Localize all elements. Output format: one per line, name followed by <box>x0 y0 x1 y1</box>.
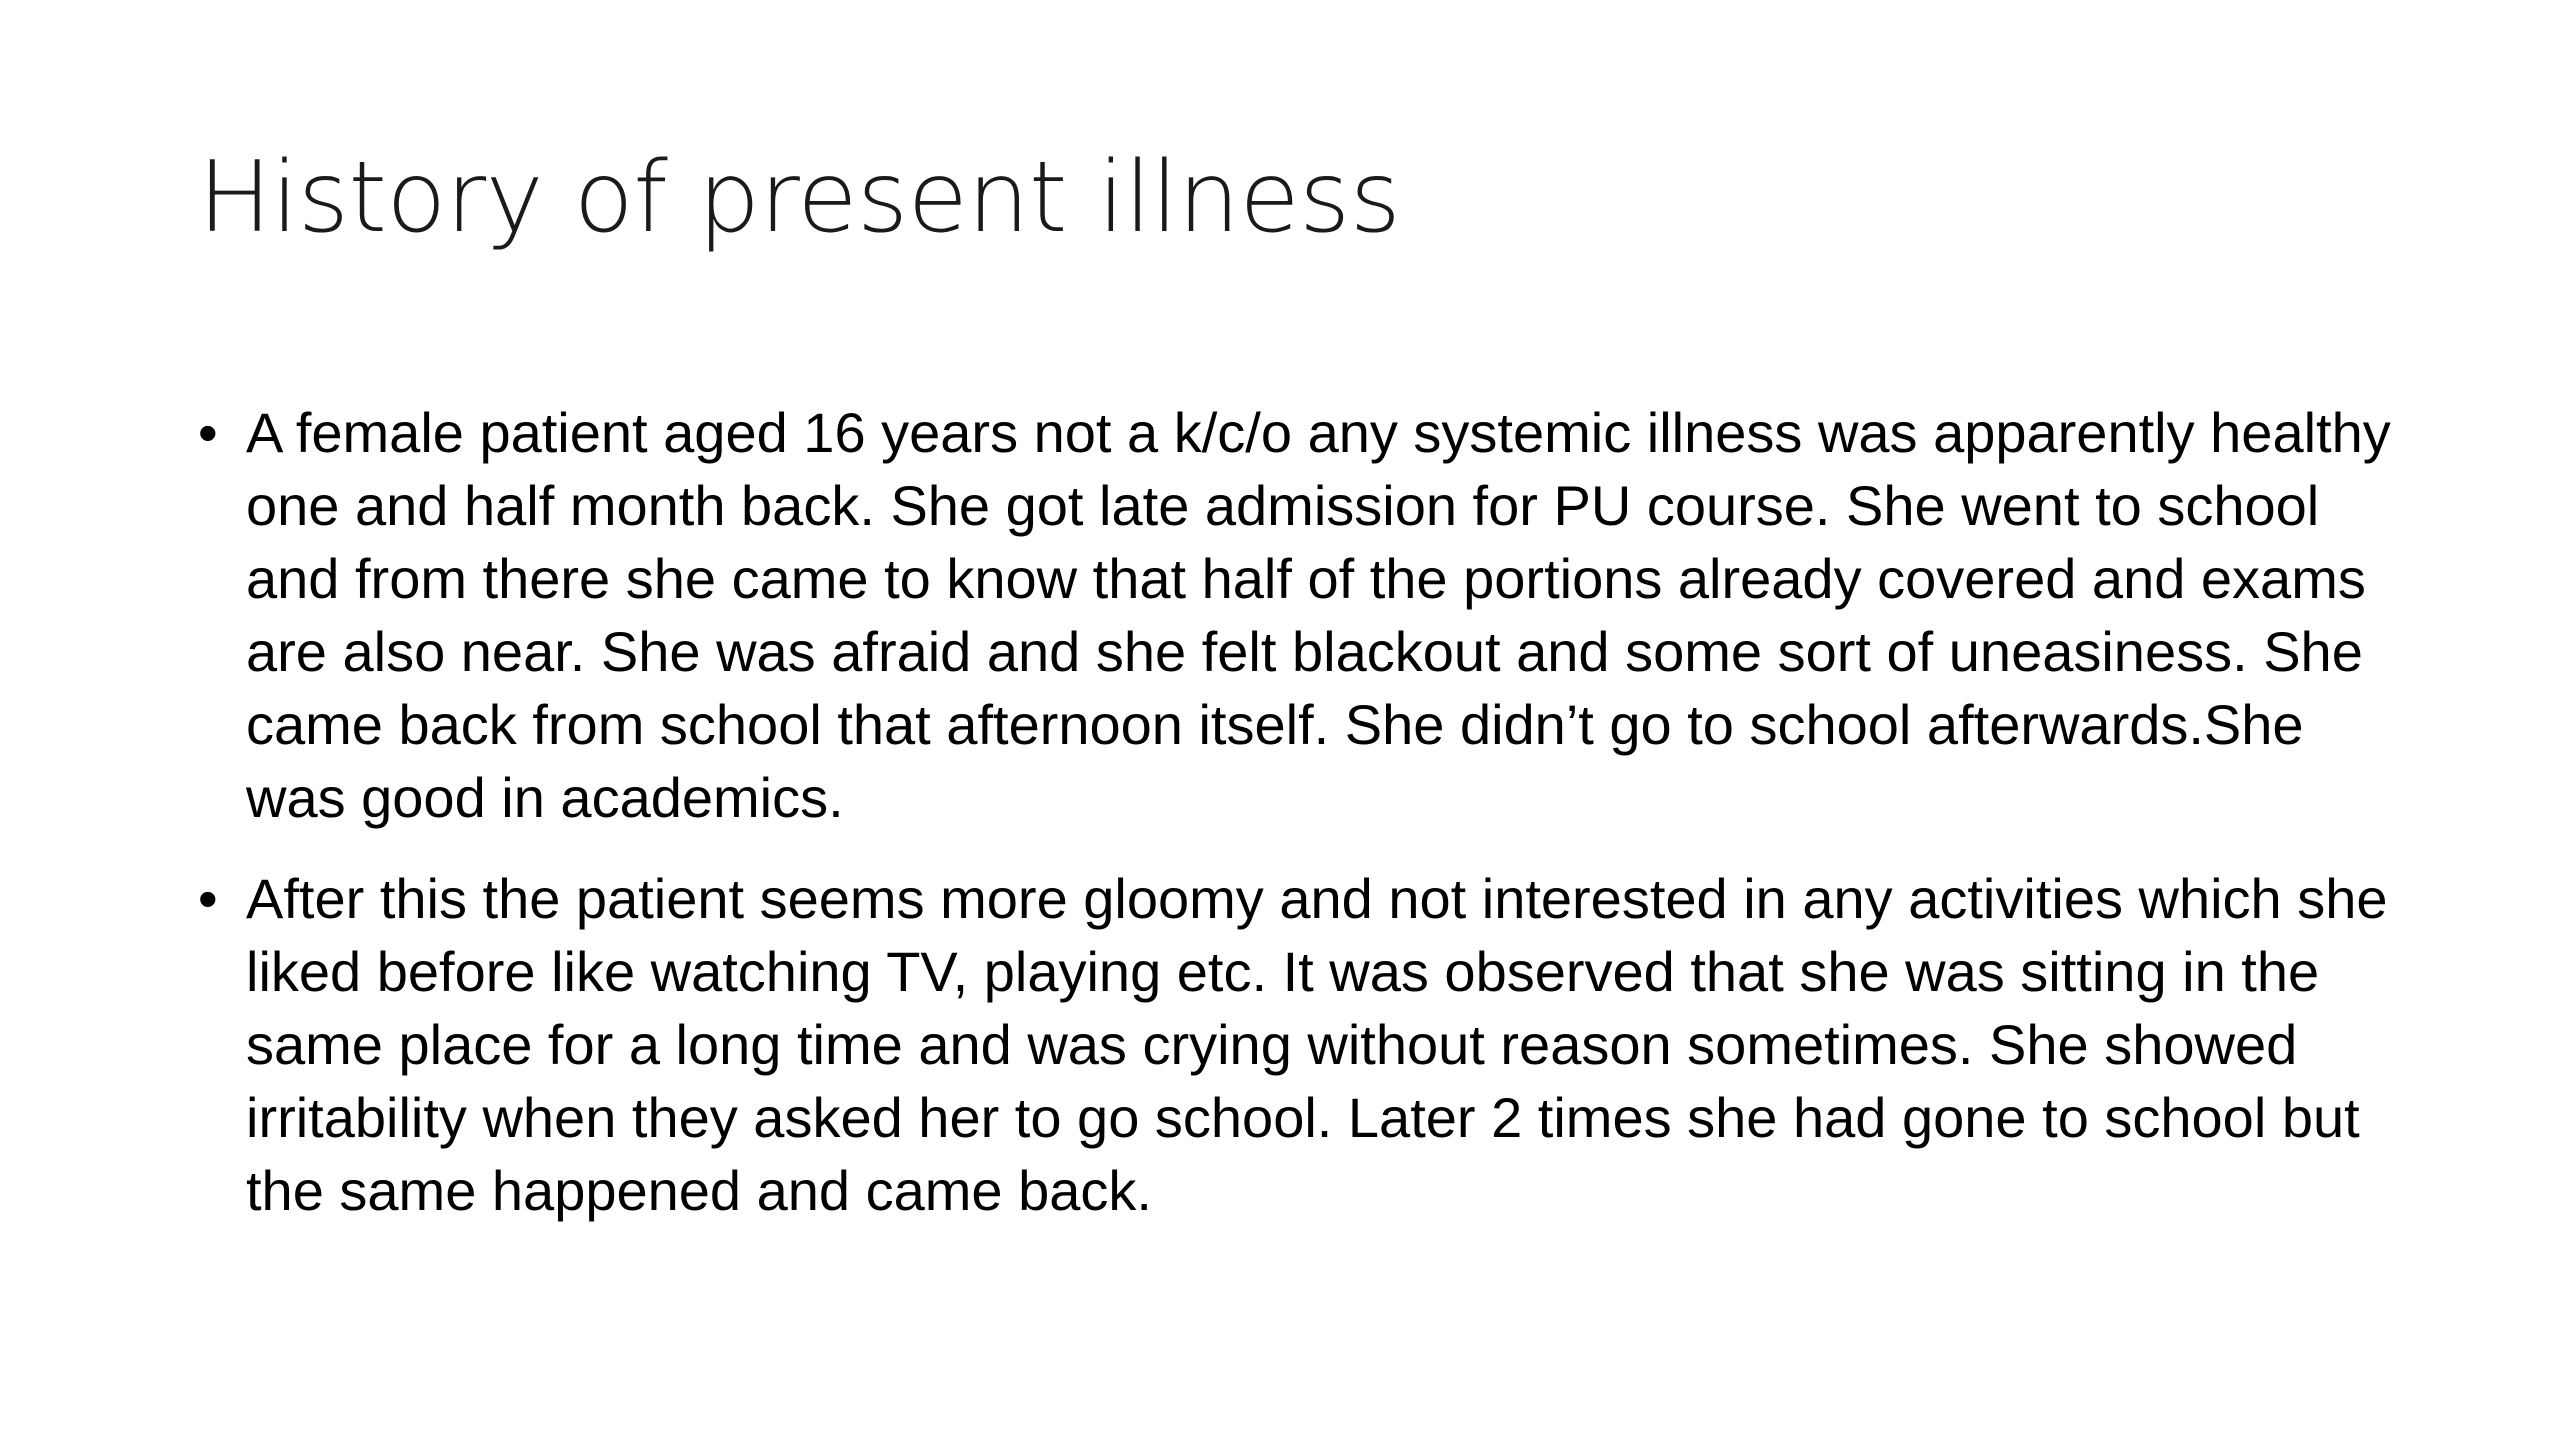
bullet-dot-icon: • <box>198 867 218 930</box>
bullet-text: After this the patient seems more gloomy and not interested in any activities which she liked before like watching TV, playing etc. It was observed that she was sitting in the same place for a long time and was crying without reason sometimes. She showed irritability when they asked her to go school. Later 2 times she had gone to school but the same happened and came back. <box>246 867 2388 1222</box>
bullet-text: A female patient aged 16 years not a k/c/o any systemic illness was apparently healthy one and half month back. She got late admission for PU course. She went to school and from there she came to know that half of the portions already covered and exams are also near. She was afraid and she felt blackout and some sort of uneasiness. She came back from school that afternoon itself. She didn’t go to school afterwards.She was good in academics. <box>246 401 2391 829</box>
bullet-item <box>198 862 2398 1227</box>
slide-title: History of present illness <box>198 141 1401 255</box>
bullet-item <box>198 396 2398 834</box>
bullet-list <box>198 396 2398 1255</box>
bullet-dot-icon: • <box>198 401 218 464</box>
